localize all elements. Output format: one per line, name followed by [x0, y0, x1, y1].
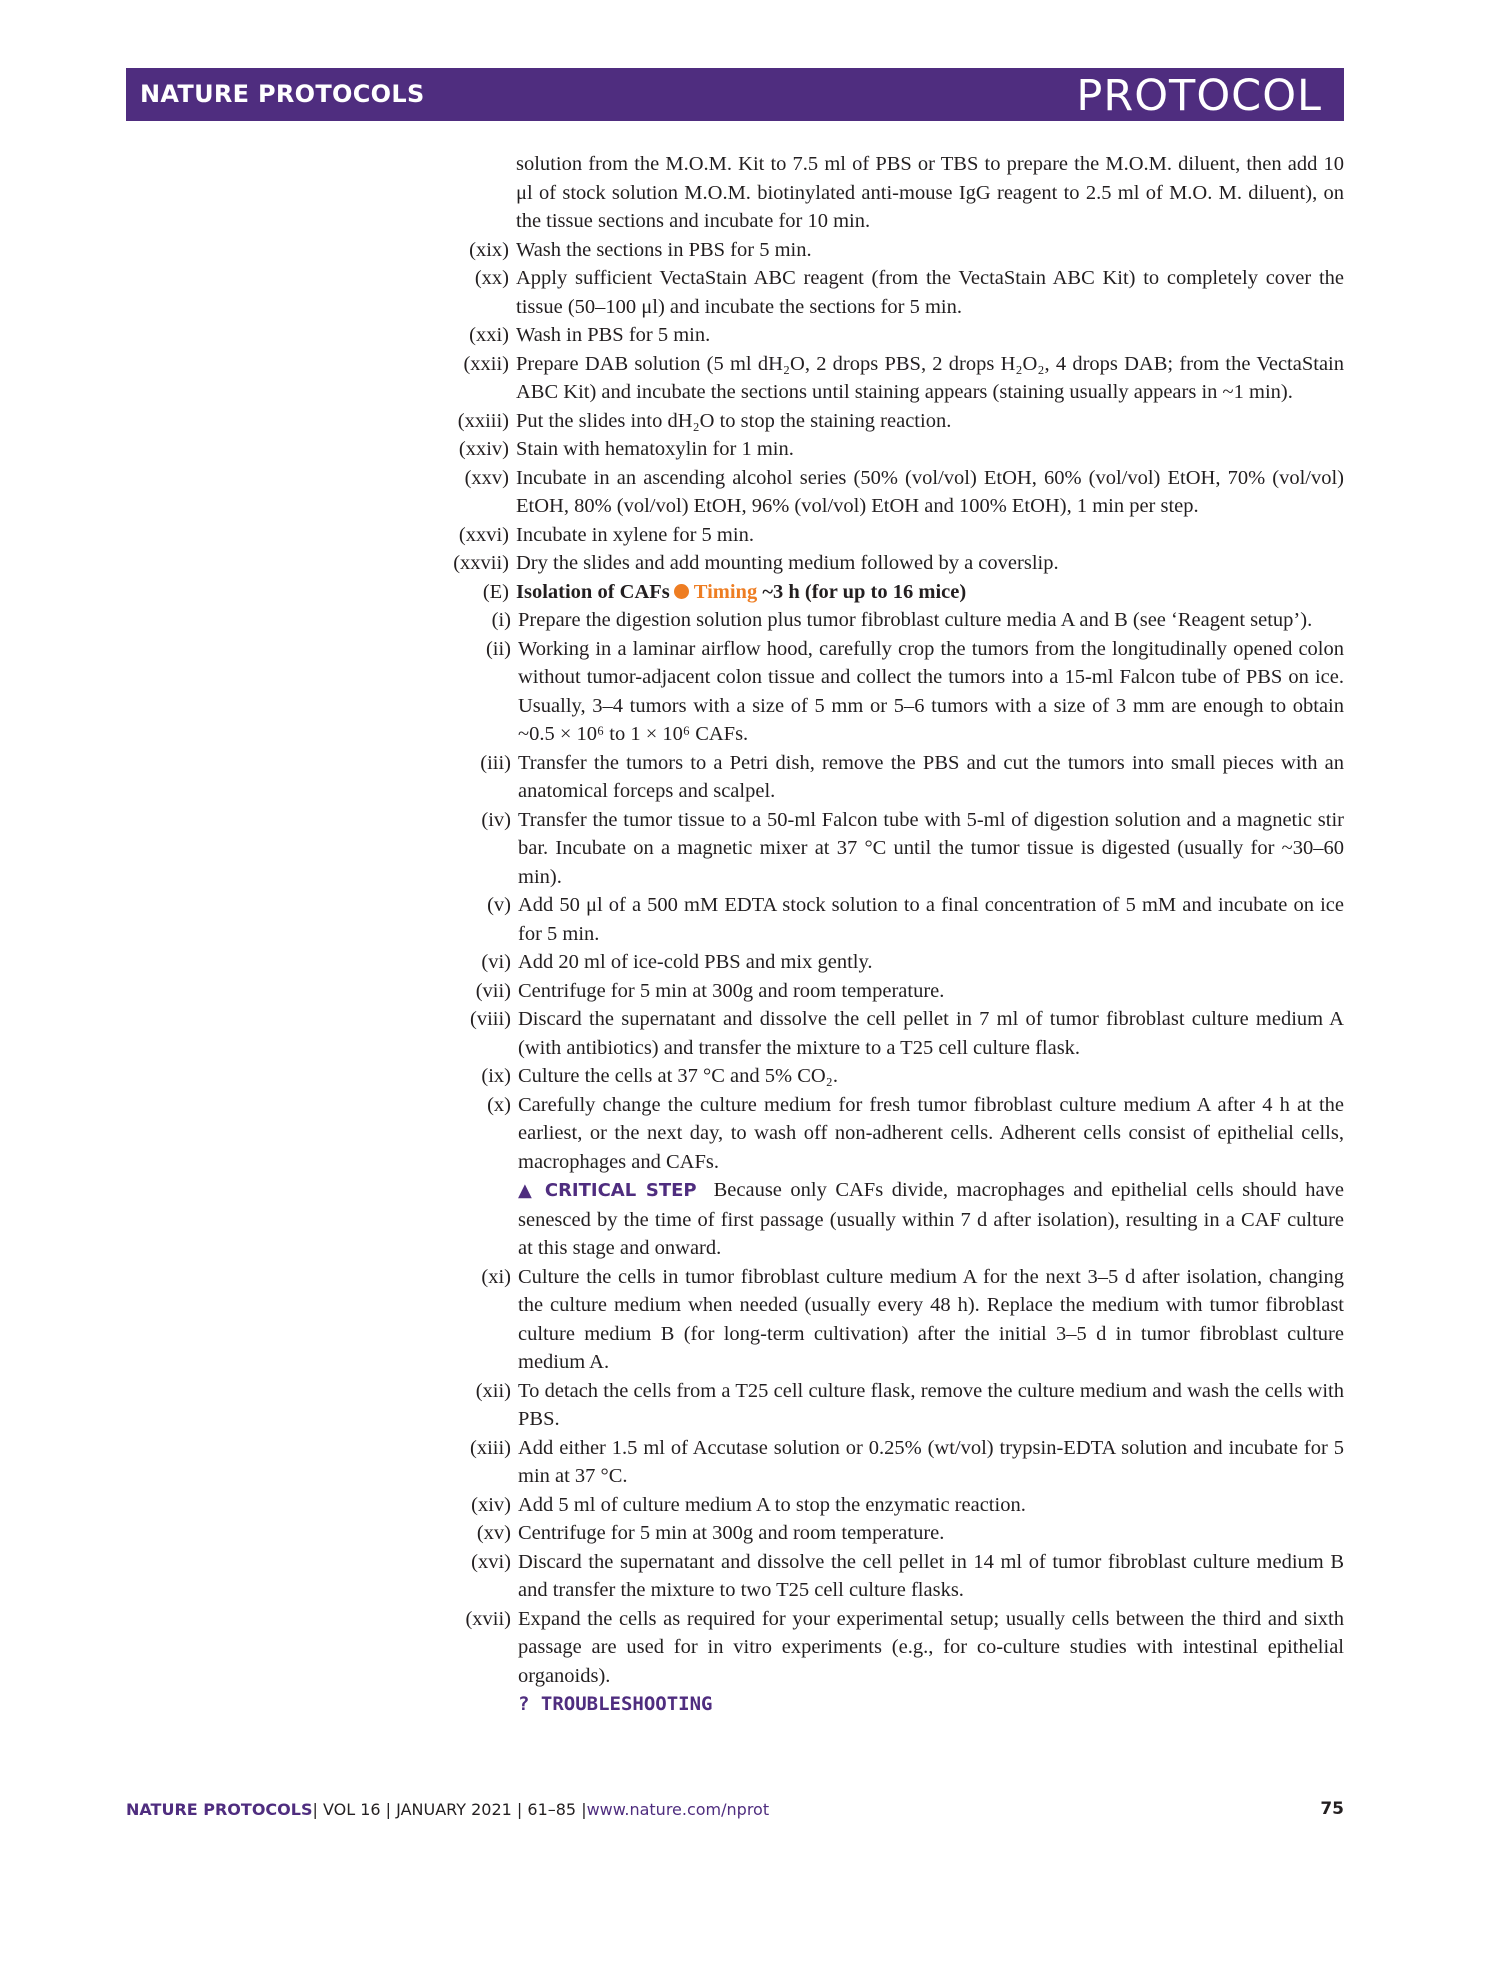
protocol-step — [475, 1377, 1344, 1434]
step-text: Culture the cells at 37 °C and 5% CO₂. — [518, 1065, 838, 1087]
section-e-heading — [448, 578, 1344, 607]
step-number-text: (i) — [491, 609, 511, 631]
protocol-step — [430, 549, 1344, 578]
step-number-text: (vi) — [481, 951, 511, 973]
step-text: Apply sufficient VectaStain ABC reagent (from the VectaStain ABC Kit) to completely cover the tissue (50–100 μl) and incubate the sections for 5 min. — [516, 267, 1344, 318]
protocol-step — [430, 435, 1344, 464]
step-number: (xxiv) — [458, 438, 509, 460]
page-number: 75 — [1320, 1799, 1344, 1819]
continuation-paragraph: solution from the M.O.M. Kit to 7.5 ml of PBS or TBS to prepare the M.O.M. diluent, then add 10 μl of stock solution M.O.M. biotinylated anti-mouse IgG reagent to 2.5 ml of M.O. M. diluent), on the tissue sections and incubate for 10 min. — [516, 153, 1344, 232]
step-text: Wash in PBS for 5 min. — [516, 324, 711, 346]
step-number-text: (xii) — [475, 1379, 511, 1402]
step-text: Wash the sections in PBS for 5 min. — [516, 238, 812, 261]
step-text: Working in a laminar airflow hood, carefully crop the tumors from the longitudinally opened colon without tumor-adjacent colon tissue and collect the tumors into a 15-ml Falcon tube of PBS on ice. Usually, 3–4 tumors with a size of 5 mm or 5–6 tumors with a size of 3 mm are enough to obtain ~0.5 × 10⁶ to 1 × 10⁶ CAFs. — [518, 637, 1344, 745]
protocol-step — [481, 806, 1344, 892]
protocol-step — [481, 948, 1344, 977]
step-number-text: (ix) — [481, 1065, 511, 1087]
step-number-text: (x) — [487, 1093, 511, 1116]
step-text: Transfer the tumor tissue to a 50-ml Falcon tube with 5-ml of digestion solution and a magnetic stir bar. Incubate on a magnetic mixer at 37 °C until the tumor tissue is digested (usually for ~30–60 min). — [518, 808, 1344, 888]
troubleshooting-block — [430, 1690, 1344, 1719]
protocol-step — [481, 1263, 1344, 1377]
protocol-step — [430, 521, 1344, 550]
journal-name: NATURE PROTOCOLS — [140, 80, 425, 108]
step-text: Prepare the digestion solution plus tumor fibroblast culture media A and B (see ‘Reagent setup’). — [518, 609, 1313, 631]
step-number-text: (viii) — [470, 1008, 511, 1030]
timing-label: Timing — [693, 580, 758, 603]
step-number-text: (ii) — [485, 637, 511, 660]
step-number-text: (xiv) — [471, 1493, 511, 1516]
protocol-step — [480, 749, 1344, 806]
page-footer — [126, 1800, 769, 1819]
step-text: Centrifuge for 5 min at 300g and room temperature. — [518, 979, 945, 1002]
critical-step-block — [430, 1176, 1344, 1263]
protocol-step — [475, 977, 1344, 1006]
step-number-text: (xvi) — [471, 1550, 511, 1573]
protocol-step — [430, 350, 1344, 407]
section-e-number: (E) — [482, 580, 509, 603]
step-number-text: (xi) — [481, 1265, 511, 1288]
timing-dot-icon — [674, 584, 689, 599]
step-text: Carefully change the culture medium for fresh tumor fibroblast culture medium A after 4 h at the earliest, or the next day, to wash off non-adherent cells. Adherent cells consist of epithelial cells, macrophages and CAFs. — [518, 1093, 1344, 1173]
step-text: Stain with hematoxylin for 1 min. — [516, 438, 794, 460]
step-number: (xix) — [469, 238, 509, 261]
protocol-step — [430, 236, 1344, 265]
step-number: (xxi) — [469, 324, 509, 346]
protocol-body — [430, 150, 1344, 1719]
step-number-text: (iii) — [480, 751, 511, 774]
protocol-step — [485, 635, 1344, 749]
step-text: Add either 1.5 ml of Accutase solution or 0.25% (wt/vol) trypsin-EDTA solution and incubate for 5 min at 37 °C. — [518, 1436, 1344, 1487]
protocol-step — [487, 891, 1344, 948]
step-number: (xxvii) — [453, 552, 509, 574]
critical-step-label: ▲ CRITICAL STEP — [518, 1180, 697, 1201]
step-text: Transfer the tumors to a Petri dish, remove the PBS and cut the tumors into small pieces with an anatomical forceps and scalpel. — [518, 751, 1344, 802]
step-text: Add 50 μl of a 500 mM EDTA stock solution to a final concentration of 5 mM and incubate on ice for 5 min. — [518, 894, 1344, 945]
step-text: Discard the supernatant and dissolve the cell pellet in 7 ml of tumor fibroblast culture medium A (with antibiotics) and transfer the mixture to a T25 cell culture flask. — [518, 1008, 1344, 1059]
step-text: Add 20 ml of ice-cold PBS and mix gently. — [518, 951, 873, 973]
step-text: Incubate in an ascending alcohol series (50% (vol/vol) EtOH, 60% (vol/vol) EtOH, 70% (vol/vol) EtOH, 80% (vol/vol) EtOH, 96% (vol/vol) EtOH and 100% EtOH), 1 min per step. — [516, 466, 1344, 517]
step-text: Expand the cells as required for your experimental setup; usually cells between the third and sixth passage are used for in vitro experiments (e.g., for co-culture studies with intestinal epithelial organoids). — [518, 1607, 1344, 1687]
protocol-step — [481, 1062, 1344, 1091]
step-number: (xxvi) — [458, 523, 509, 546]
protocol-step — [430, 264, 1344, 321]
critical-step-text: Because only CAFs divide, macrophages and epithelial cells should have senesced by the time of first passage (usually within 7 d after isolation), resulting in a CAF culture at this stage and onward. — [518, 1179, 1345, 1259]
protocol-step — [465, 1605, 1344, 1691]
step-number-text: (xvii) — [465, 1607, 511, 1630]
step-text: Prepare DAB solution (5 ml dH₂O, 2 drops PBS, 2 drops H₂O₂, 4 drops DAB; from the VectaStain ABC Kit) and incubate the sections until staining appears (staining usually appears in ~1 min). — [516, 352, 1344, 403]
step-number-text: (v) — [487, 894, 511, 916]
section-e-title: Isolation of CAFs — [516, 580, 670, 603]
protocol-step — [491, 606, 1344, 635]
section-e-steps-continued — [430, 1263, 1344, 1691]
protocol-step — [430, 321, 1344, 350]
step-text: Add 5 ml of culture medium A to stop the enzymatic reaction. — [518, 1493, 1026, 1516]
step-text: Centrifuge for 5 min at 300g and room temperature. — [518, 1522, 945, 1544]
step-text: To detach the cells from a T25 cell culture flask, remove the culture medium and wash the cells with PBS. — [518, 1379, 1344, 1430]
protocol-step — [430, 464, 1344, 521]
step-number: (xxii) — [463, 352, 509, 375]
protocol-step — [471, 1491, 1344, 1520]
troubleshooting-link[interactable]: ? TROUBLESHOOTING — [518, 1693, 713, 1715]
footer-issue: | VOL 16 | JANUARY 2021 | 61–85 | — [312, 1800, 587, 1819]
step-number: (xxiii) — [457, 409, 509, 432]
protocol-step — [430, 407, 1344, 436]
step-text: Put the slides into dH₂O to stop the staining reaction. — [516, 409, 952, 432]
footer-journal: NATURE PROTOCOLS — [126, 1800, 313, 1819]
step-text: Culture the cells in tumor fibroblast culture medium A for the next 3–5 d after isolation, changing the culture medium when needed (usually every 48 h). Replace the medium with tumor fibroblast culture medium B (for long-term cultivation) after the initial 3–5 d in tumor fibroblast culture medium A. — [518, 1265, 1344, 1373]
protocol-step — [470, 1434, 1344, 1491]
protocol-step — [476, 1519, 1344, 1548]
step-number: (xxv) — [464, 466, 509, 489]
footer-url[interactable]: www.nature.com/nprot — [586, 1800, 770, 1819]
step-text: Discard the supernatant and dissolve the cell pellet in 14 ml of tumor fibroblast culture medium B and transfer the mixture to two T25 cell culture flasks. — [518, 1550, 1344, 1601]
timing-value: ~3 h (for up to 16 mice) — [762, 580, 967, 603]
step-number-text: (xv) — [476, 1522, 511, 1544]
section-d-steps — [430, 236, 1344, 578]
protocol-step — [471, 1548, 1344, 1605]
section-e-steps — [430, 606, 1344, 1176]
step-text: Incubate in xylene for 5 min. — [516, 523, 754, 546]
step-number-text: (vii) — [475, 979, 511, 1002]
journal-header-bar — [126, 68, 1344, 121]
step-number-text: (iv) — [481, 808, 511, 831]
step-number: (xx) — [474, 267, 509, 289]
protocol-step — [470, 1005, 1344, 1062]
article-type: PROTOCOL — [1076, 71, 1322, 121]
protocol-step — [487, 1091, 1344, 1177]
step-text: Dry the slides and add mounting medium followed by a coverslip. — [516, 552, 1059, 574]
step-number-text: (xiii) — [470, 1436, 511, 1459]
